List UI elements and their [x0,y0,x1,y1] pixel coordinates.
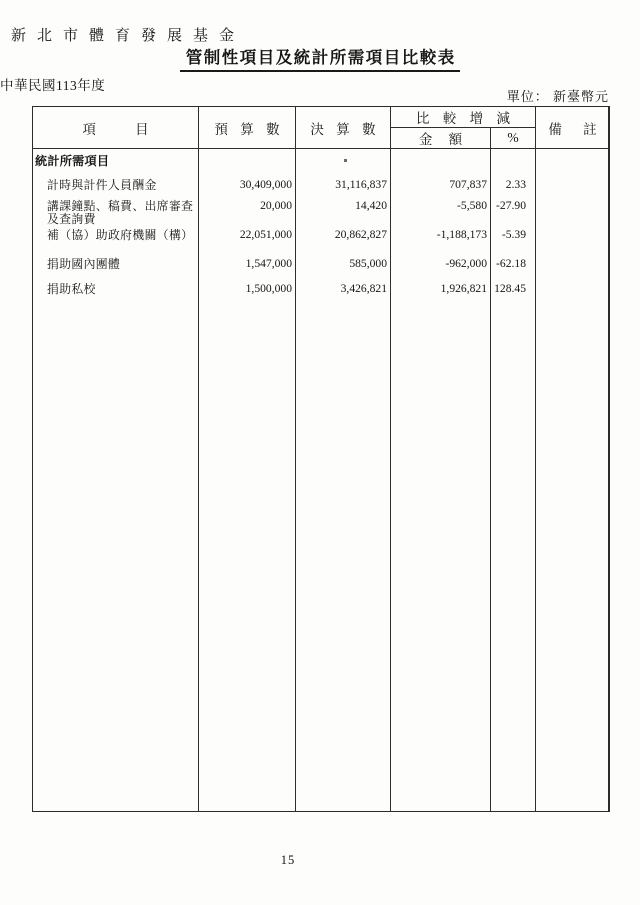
note-cell [536,172,610,198]
amount-cell: -5,580 [391,198,491,226]
percent-cell: 2.33 [491,172,536,198]
note-cell [536,198,610,226]
final-cell: 14,420 [296,198,391,226]
header-percent: % [491,128,536,149]
percent-cell: -5.39 [491,226,536,254]
header-compare: 比 較 增 減 [391,107,536,128]
amount-cell [391,149,491,172]
table-row [33,226,610,254]
amount-cell: 707,837 [391,172,491,198]
budget-cell: 1,547,000 [199,254,296,280]
item-label: 捐助私校 [33,280,199,306]
budget-cell: 20,000 [199,198,296,226]
item-label: 計時與計件人員酬金 [33,172,199,198]
header-final: 決 算 數 [296,107,391,149]
item-label: 講課鐘點、稿費、出席審查及查詢費 [33,198,199,226]
table-row [33,172,610,198]
percent-cell: 128.45 [491,280,536,306]
table-row [33,198,610,226]
budget-cell [199,149,296,172]
header-note: 備 註 [536,107,610,149]
report-title: 管制性項目及統計所需項目比較表 [180,44,460,72]
final-cell: 585,000 [296,254,391,280]
table-row-empty [33,306,610,813]
table-row-section [33,149,610,172]
note-cell [536,254,610,280]
note-cell [536,149,610,172]
item-cell [33,306,199,813]
budget-cell: 22,051,000 [199,226,296,254]
final-cell: 3,426,821 [296,280,391,306]
item-label: 捐助國內團體 [33,254,199,280]
fund-title: 新北市體育發展基金 [11,28,246,44]
scan-artifact-dot [344,159,347,162]
header-amount: 金 額 [391,128,491,149]
table-row [33,280,610,306]
budget-cell: 1,500,000 [199,280,296,306]
page-number: 15 [280,853,296,867]
currency-unit-label: 單位： 新臺幣元 [506,89,609,104]
report-title-wrap [0,44,640,72]
note-cell [536,280,610,306]
amount-cell: 1,926,821 [391,280,491,306]
final-cell [296,149,391,172]
percent-cell [491,306,536,813]
fiscal-year: 中華民國113年度 [0,78,106,93]
final-cell: 31,116,837 [296,172,391,198]
budget-cell: 30,409,000 [199,172,296,198]
percent-cell: -62.18 [491,254,536,280]
percent-cell: -27.90 [491,198,536,226]
comparison-table-grid [32,106,610,812]
percent-cell [491,149,536,172]
amount-cell: -962,000 [391,254,491,280]
item-label: 補（協）助政府機關（構） [33,226,199,254]
header-budget: 預 算 數 [199,107,296,149]
budget-cell [199,306,296,813]
section-label: 統計所需項目 [33,149,199,172]
note-cell [536,226,610,254]
final-cell [296,306,391,813]
amount-cell: -1,188,173 [391,226,491,254]
table-row [33,254,610,280]
note-cell [536,306,610,813]
final-cell: 20,862,827 [296,226,391,254]
amount-cell [391,306,491,813]
comparison-table [32,106,609,812]
header-item: 項 目 [33,107,199,149]
